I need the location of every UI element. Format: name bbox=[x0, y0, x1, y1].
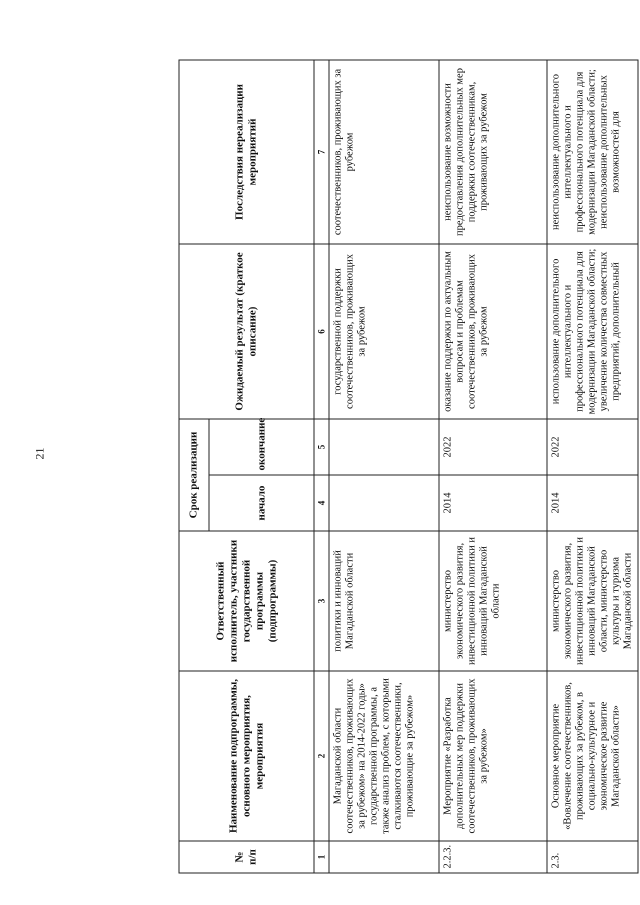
header-executor: Ответственный исполнитель, участники государственной программы (подпрограммы) bbox=[179, 531, 314, 671]
row-consequences: соотечественников, проживающих за рубежом bbox=[329, 59, 439, 243]
column-number: 3 bbox=[314, 531, 329, 671]
row-result: оказание поддержки по актуальным вопросам и проблемам соотечественников, проживающих за рубежом bbox=[439, 243, 547, 418]
column-number: 4 bbox=[314, 475, 329, 531]
row-end: 2022 bbox=[547, 418, 638, 474]
header-num: № п/п bbox=[179, 841, 314, 873]
column-number: 5 bbox=[314, 418, 329, 474]
table-row bbox=[439, 59, 547, 872]
measures-table bbox=[178, 59, 638, 873]
row-result: использование дополнительного интеллектуального и профессионального потенциала для модернизации Магаданской области; увеличение количества совместных предприятий, дополнительный bbox=[547, 243, 638, 418]
row-start: 2014 bbox=[547, 475, 638, 531]
row-num bbox=[329, 841, 439, 873]
row-executor: политики и инноваций Магаданской области bbox=[329, 531, 439, 671]
column-number: 6 bbox=[314, 243, 329, 418]
row-consequences: неиспользование дополнительного интеллектуального и профессионального потенциала для модернизации Магаданской области; неиспользование дополнительных возможностей для bbox=[547, 59, 638, 243]
row-name: Основное мероприятие «Вовлечение соотечественников, проживающих за рубежом, в социально-культурное и экономическое развитие Магаданской области» bbox=[547, 671, 638, 841]
row-end bbox=[329, 418, 439, 474]
rotated-page-content bbox=[178, 60, 633, 873]
table-row bbox=[329, 59, 439, 872]
row-start bbox=[329, 475, 439, 531]
row-num: 2.3. bbox=[547, 841, 638, 873]
column-number: 2 bbox=[314, 671, 329, 841]
row-start: 2014 bbox=[439, 475, 547, 531]
row-consequences: неиспользование возможности предоставления дополнительных мер поддержки соотечественникам, проживающих за рубежом bbox=[439, 59, 547, 243]
column-number: 1 bbox=[314, 841, 329, 873]
row-name: Мероприятие «Разработка дополнительных мер поддержки соотечественников, проживающих за рубежом» bbox=[439, 671, 547, 841]
header-name: Наименование подпрограммы, основного мероприятия, мероприятия bbox=[179, 671, 314, 841]
row-executor: министерство экономического развития, инвестиционной политики и инноваций Магаданской области bbox=[439, 531, 547, 671]
table-row bbox=[547, 59, 638, 872]
row-name: Магаданской области соотечественников, проживающих за рубежом» на 2014-2022 годы» государственной программы, а также анализ проблем, с которыми сталкиваются соотечественники, проживающие за рубежом» bbox=[329, 671, 439, 841]
header-end: окончание bbox=[209, 418, 314, 474]
row-num: 2.2.3. bbox=[439, 841, 547, 873]
column-number: 7 bbox=[314, 59, 329, 243]
header-consequences: Последствия нереализации мероприятий bbox=[179, 59, 314, 243]
header-start: начало bbox=[209, 475, 314, 531]
page-number: 21 bbox=[32, 447, 47, 460]
row-result: государственной поддержки соотечественников, проживающих за рубежом bbox=[329, 243, 439, 418]
header-term: Срок реализации bbox=[179, 418, 209, 530]
header-result: Ожидаемый результат (краткое описание) bbox=[179, 243, 314, 418]
row-end: 2022 bbox=[439, 418, 547, 474]
row-executor: министерство экономического развития, инвестиционной политики и инноваций Магаданской области, министерство культуры и туризма Магаданской области bbox=[547, 531, 638, 671]
